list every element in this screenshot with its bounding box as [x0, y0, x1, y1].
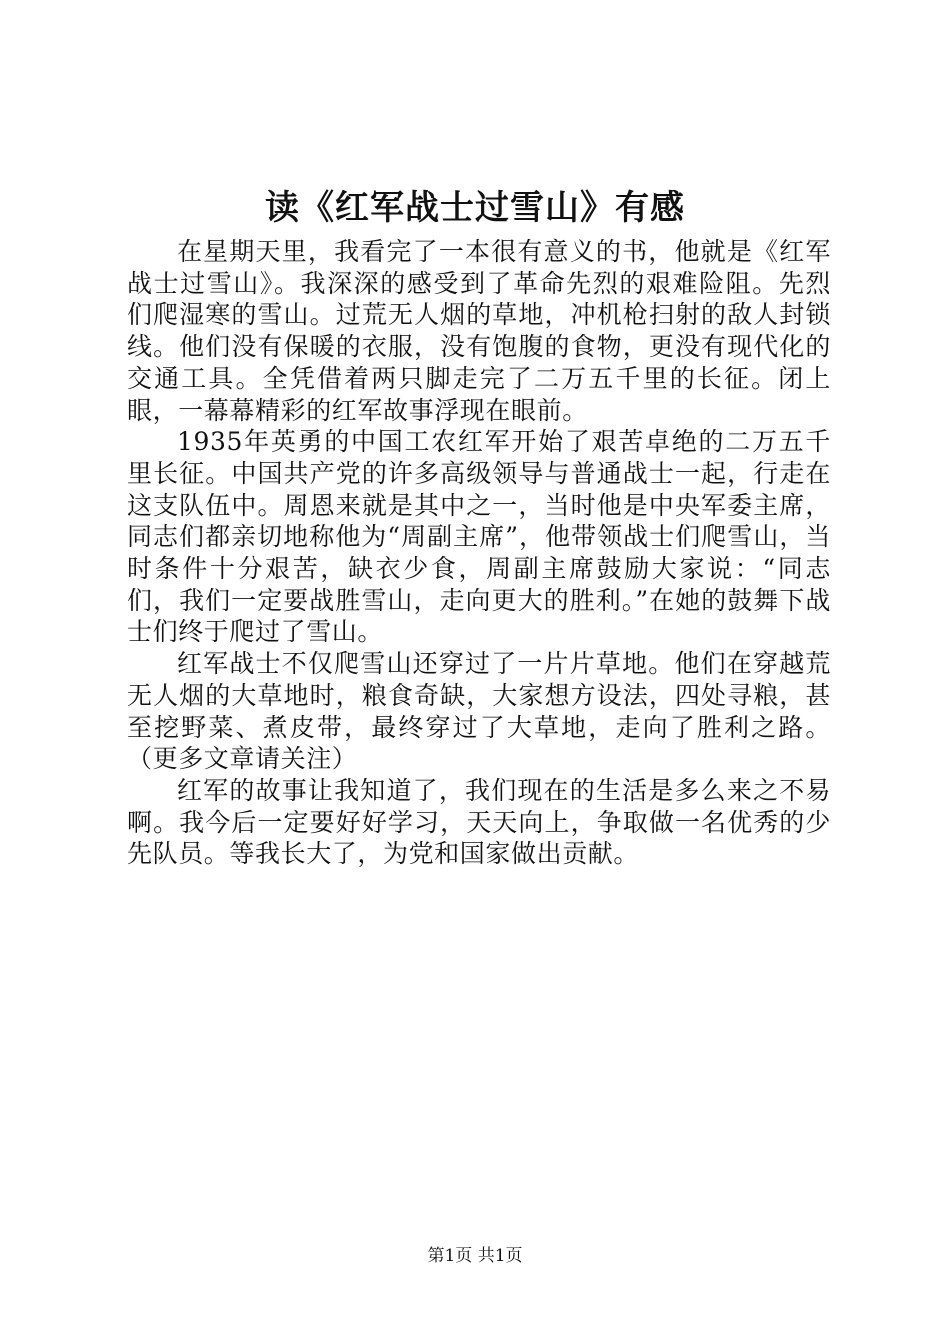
paragraph-4: 红军的故事让我知道了，我们现在的生活是多么来之不易啊。我今后一定要好好学习，天天向上，争取做一名优秀的少先队员。等我长大了，为党和国家做出贡献。 [127, 775, 831, 869]
paragraph-3: 红军战士不仅爬雪山还穿过了一片片草地。他们在穿越荒无人烟的大草地时，粮食奇缺，大家想方设法，四处寻粮，甚至挖野菜、煮皮带，最终穿过了大草地，走向了胜利之路。（更多文章请关注） [127, 649, 831, 774]
page-footer: 第1页 共1页 [427, 1246, 523, 1266]
paragraph-1: 在星期天里，我看完了一本很有意义的书，他就是《红军战士过雪山》。我深深的感受到了革命先烈的艰难险阻。先烈们爬湿寒的雪山。过荒无人烟的草地，冲机枪扫射的敌人封锁线。他们没有保暖的衣服，没有饱腹的食物，更没有现代化的交通工具。全凭借着两只脚走完了二万五千里的长征。闭上眼，一幕幕精彩的红军故事浮现在眼前。 [127, 237, 831, 425]
paragraph-2: 1935年英勇的中国工农红军开始了艰苦卓绝的二万五千里长征。中国共产党的许多高级领导与普通战士一起，行走在这支队伍中。周恩来就是其中之一，当时他是中央军委主席，同志们都亲切地称他为“周副主席”，他带领战士们爬雪山，当时条件十分艰苦，缺衣少食，周副主席鼓励大家说：“同志们，我们一定要战胜雪山，走向更大的胜利。”在她的鼓舞下战士们终于爬过了雪山。 [127, 427, 831, 647]
document-body [127, 236, 831, 870]
document-title: 读《红军战士过雪山》有感 [265, 188, 685, 228]
